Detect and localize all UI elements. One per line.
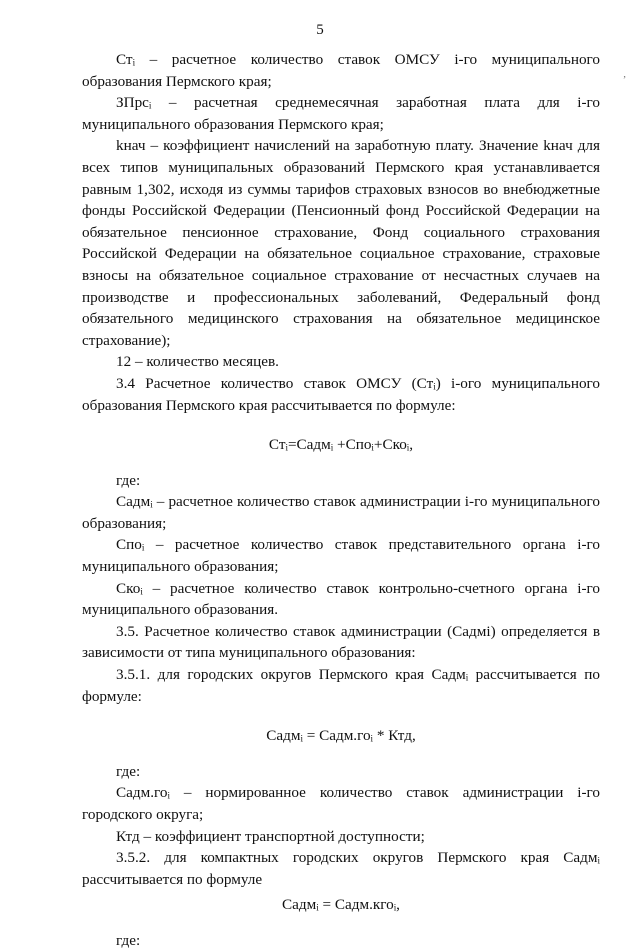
formula: Садмᵢ = Садм.кгоᵢ, <box>282 896 400 914</box>
paragraph: Скоᵢ – расчетное количество ставок контрольно-счетного органа i-го муниципального образования. <box>82 579 600 619</box>
paragraph: 12 – количество месяцев. <box>116 353 279 371</box>
document-body <box>82 49 600 952</box>
formula: Стᵢ=Садмᵢ +Споᵢ+Скоᵢ, <box>268 436 414 454</box>
paragraph: Садмᵢ – расчетное количество ставок администрации i-го муниципального образования; <box>82 493 600 532</box>
paragraph: Садм.гоᵢ – нормированное количество ставок администрации i-го городского округа; <box>82 784 600 823</box>
paragraph: где: <box>116 762 141 780</box>
paragraph: 3.5.1. для городских округов Пермского края Садмᵢ рассчитывается по формуле: <box>82 666 600 705</box>
paragraph: где: <box>116 471 141 489</box>
margin-mark: , <box>623 68 626 80</box>
formula: Садмᵢ = Садм.гоᵢ * Ктд, <box>266 727 416 745</box>
paragraph: Стᵢ – расчетное количество ставок ОМСУ i-го муниципального образования Пермского края; <box>82 51 600 90</box>
paragraph: Споᵢ – расчетное количество ставок представительного органа i-го муниципального образования; <box>82 536 600 576</box>
paragraph: 3.5.2. для компактных городских округов Пермского края Садмᵢ рассчитывается по формуле <box>82 849 600 888</box>
paragraph: 3.5. Расчетное количество ставок администрации (Садмi) определяется в зависимости от типа муниципального образования: <box>82 622 600 662</box>
paragraph: где: <box>116 931 141 949</box>
paragraph: kнач – коэффициент начислений на заработную плату. Значение kнач для всех типов муниципальных образований Пермского края устанавливается равным 1,302, исходя из суммы тарифов страховых взносов во внебюджетные фонды Российской Федерации (Пенсионный фонд Российской Федерации на обязательное пенсионное страхование, Фонд социального страхования Российской Федерации на обязательное социальное страхование, страховые взносы на обязательное социальное страхование от несчастных случаев на производстве и профессиональных заболеваний, Федеральный фонд обязательного медицинского страхования на обязательное медицинское страхование); <box>82 137 600 349</box>
paragraph: 3.4 Расчетное количество ставок ОМСУ (Стᵢ) i-ого муниципального образования Пермского края рассчитывается по формуле: <box>82 374 600 414</box>
paragraph: ЗПрсᵢ – расчетная среднемесячная заработная плата для i-го муниципального образования Пермского края; <box>82 94 600 133</box>
paragraph: Ктд – коэффициент транспортной доступности; <box>116 827 425 845</box>
page-number: 5 <box>316 22 324 38</box>
